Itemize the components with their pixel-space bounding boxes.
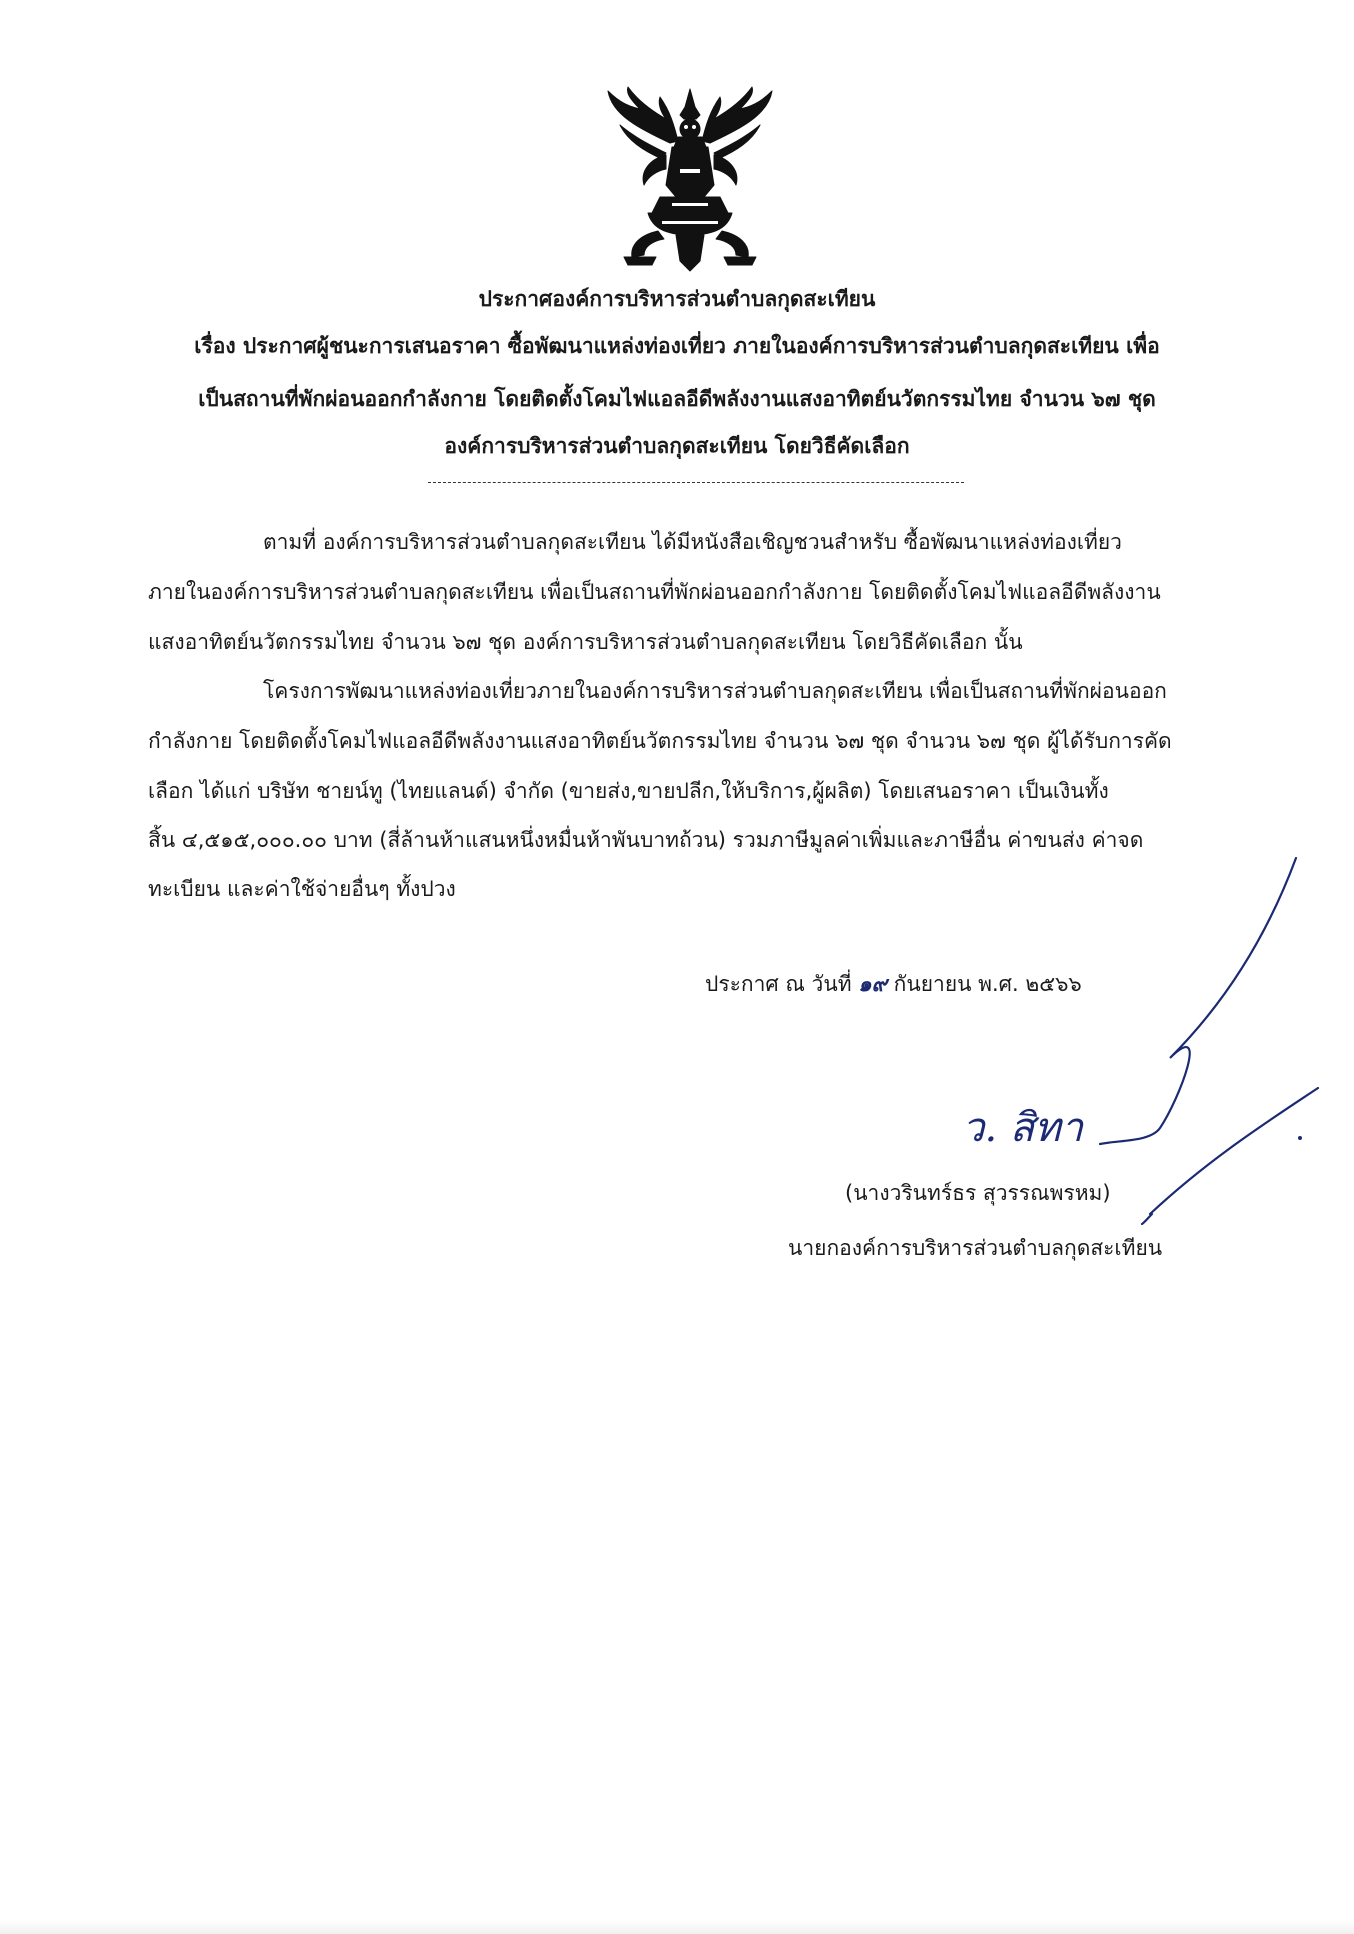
signature-text: ว. สิทา [962,1105,1084,1151]
garuda-emblem-icon [600,85,780,273]
subject-line: เรื่อง ประกาศผู้ชนะการเสนอราคา ซื้อพัฒนาแหล่งท่องเที่ยว ภายในองค์การบริหารส่วนตำบลกุดสะเทียน เพื่อ [194,334,1160,358]
body-line: ภายในองค์การบริหารส่วนตำบลกุดสะเทียน เพื่อเป็นสถานที่พักผ่อนออกกำลังกาย โดยติดตั้งโคมไฟแอลอีดีพลังงาน [148,580,1161,604]
body-line: กำลังกาย โดยติดตั้งโคมไฟแอลอีดีพลังงานแสงอาทิตย์นวัตกรรมไทย จำนวน ๖๗ ชุด จำนวน ๖๗ ชุด ผู้ได้รับการคัด [148,729,1172,753]
divider-line [428,482,964,483]
date-day: ๑๙ [858,972,887,996]
body-line: แสงอาทิตย์นวัตกรรมไทย จำนวน ๖๗ ชุด องค์การบริหารส่วนตำบลกุดสะเทียน โดยวิธีคัดเลือก นั้น [148,630,1023,654]
body-line: ตามที่ องค์การบริหารส่วนตำบลกุดสะเทียน ได้มีหนังสือเชิญชวนสำหรับ ซื้อพัฒนาแหล่งท่องเที่ยว [263,530,1122,554]
body-line: สิ้น ๔,๕๑๕,๐๐๐.๐๐ บาท (สี่ล้านห้าแสนหนึ่งหมื่นห้าพันบาทถ้วน) รวมภาษีมูลค่าเพิ่มและภาษีอื่น ค่าขนส่ง ค่าจด [148,828,1144,852]
subject-line: เป็นสถานที่พักผ่อนออกกำลังกาย โดยติดตั้งโคมไฟแอลอีดีพลังงานแสงอาทิตย์นวัตกรรมไทย จำนวน ๖๗ ชุด [198,387,1156,411]
signatory-position: นายกองค์การบริหารส่วนตำบลกุดสะเทียน [788,1236,1163,1260]
body-line: โครงการพัฒนาแหล่งท่องเที่ยวภายในองค์การบริหารส่วนตำบลกุดสะเทียน เพื่อเป็นสถานที่พักผ่อนออก [263,679,1167,703]
subject-line: องค์การบริหารส่วนตำบลกุดสะเทียน โดยวิธีคัดเลือก [444,434,910,458]
date-prefix: ประกาศ ณ วันที่ [705,972,852,996]
announcement-title: ประกาศองค์การบริหารส่วนตำบลกุดสะเทียน [478,287,876,311]
date-month-year: กันยายน พ.ศ. ๒๕๖๖ [893,972,1082,996]
body-line: เลือก ได้แก่ บริษัท ชายน์ทู (ไทยแลนด์) จำกัด (ขายส่ง,ขายปลีก,ให้บริการ,ผู้ผลิต) โดยเสนอราคา เป็นเงินทั้ง [148,779,1109,803]
scan-edge [0,1920,1354,1934]
body-line: ทะเบียน และค่าใช้จ่ายอื่นๆ ทั้งปวง [148,877,456,901]
signatory-name: (นางวรินทร์ธร สุวรรณพรหม) [845,1181,1111,1205]
